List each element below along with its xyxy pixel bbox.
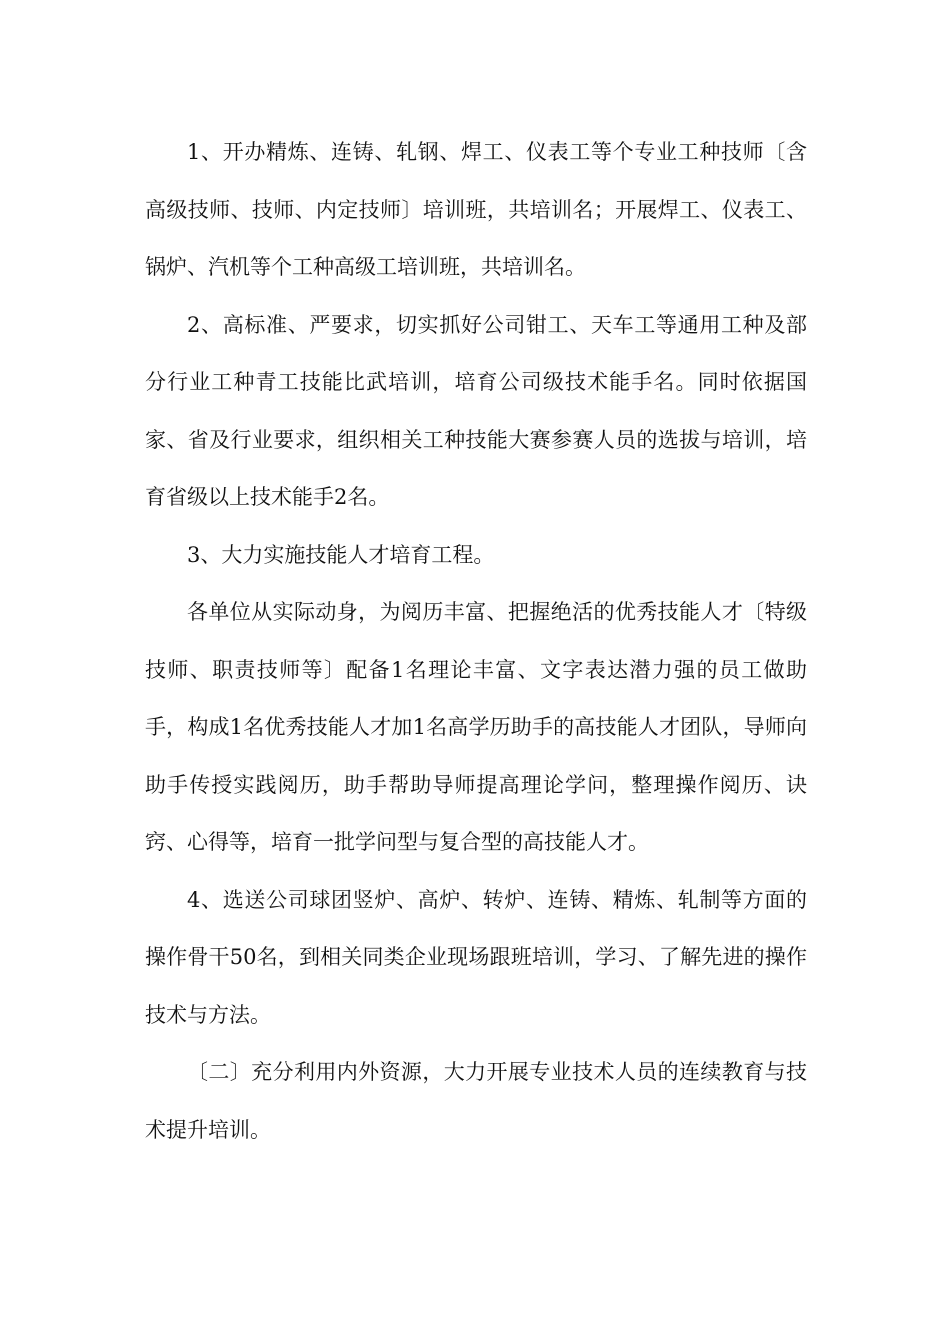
document-body (145, 124, 807, 1159)
paragraph-technician-training: 1、开办精炼、连铸、轧钢、焊工、仪表工等个专业工种技师〔含高级技师、技师、内定技师〕培训班，共培训名；开展焊工、仪表工、锅炉、汽机等个工种高级工培训班，共培训名。 (145, 140, 807, 279)
paragraph-skill-competition: 2、高标准、严要求，切实抓好公司钳工、天车工等通用工种及部分行业工种青工技能比武培训，培育公司级技术能手名。同时依据国家、省及行业要求，组织相关工种技能大赛参赛人员的选拔与培训，培育省级以上技术能手2名。 (145, 312, 807, 509)
paragraph-section-two-heading: 〔二〕充分利用内外资源，大力开展专业技术人员的连续教育与技术提升培训。 (145, 1060, 807, 1142)
paragraph-onsite-training: 4、选送公司球团竖炉、高炉、转炉、连铸、精炼、轧制等方面的操作骨干50名，到相关同类企业现场跟班培训，学习、了解先进的操作技术与方法。 (145, 887, 807, 1027)
paragraph-mentor-team: 各单位从实际动身，为阅历丰富、把握绝活的优秀技能人才〔特级技师、职责技师等〕配备1名理论丰富、文字表达潜力强的员工做助手，构成1名优秀技能人才加1名高学历助手的高技能人才团队，导师向助手传授实践阅历，助手帮助导师提高理论学问，整理操作阅历、诀窍、心得等，培育一批学问型与复合型的高技能人才。 (145, 600, 807, 854)
paragraph-talent-project: 3、大力实施技能人才培育工程。 (187, 542, 495, 567)
